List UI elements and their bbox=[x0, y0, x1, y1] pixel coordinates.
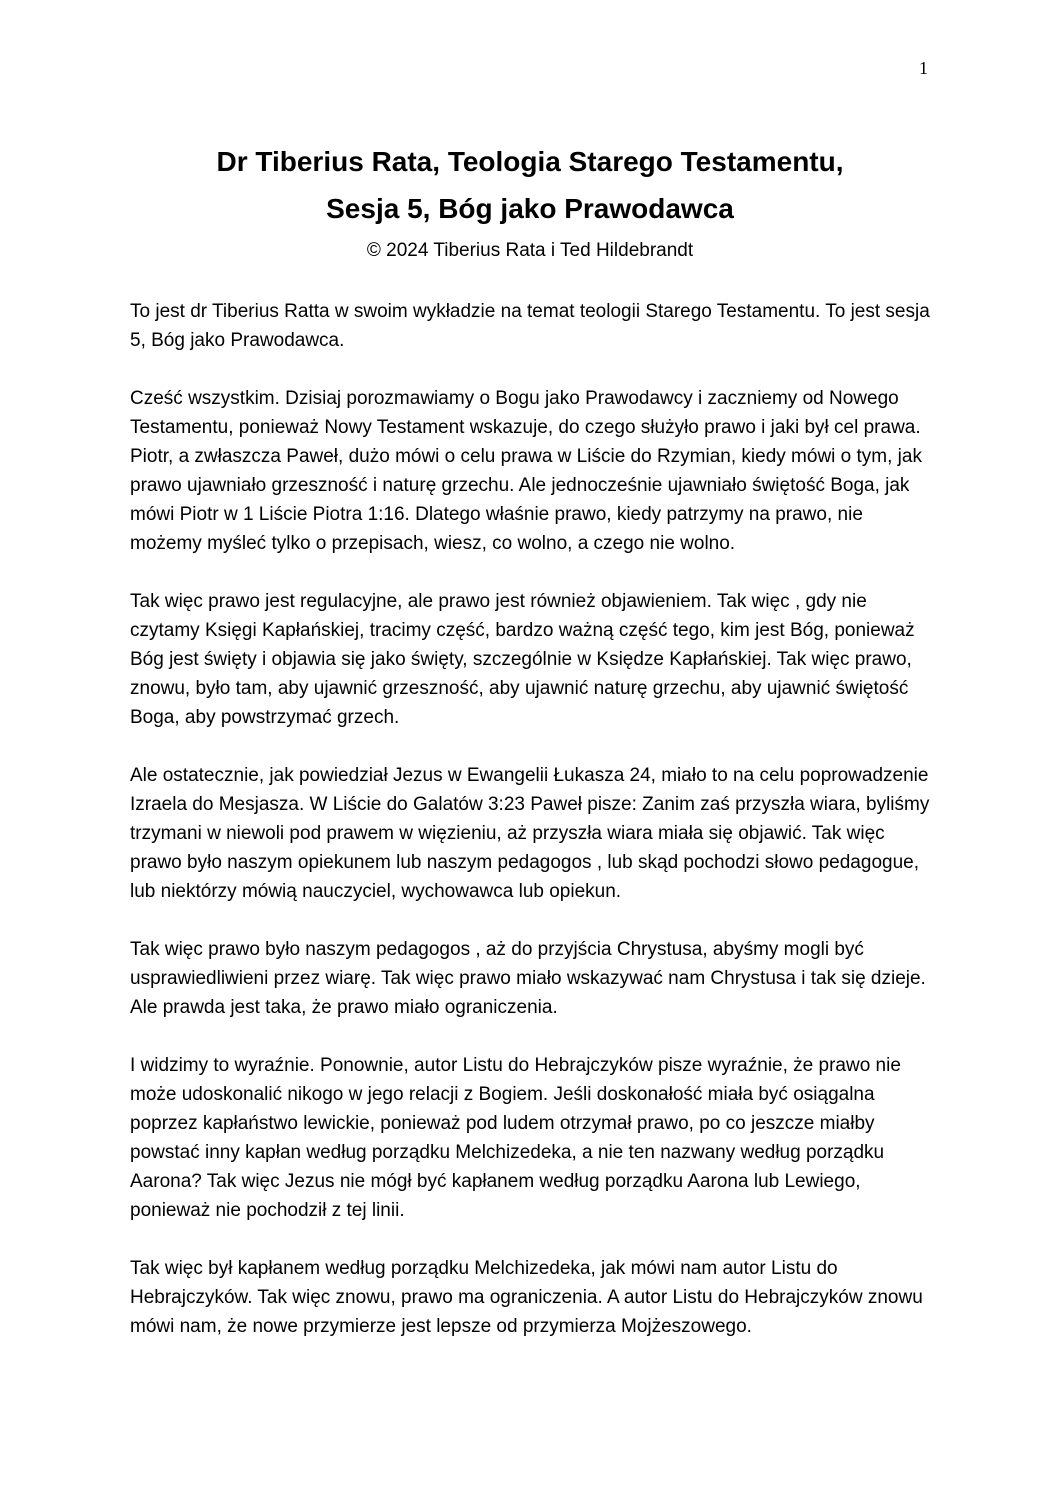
document-title bbox=[130, 138, 930, 232]
paragraph-intro: To jest dr Tiberius Ratta w swoim wykładzie na temat teologii Starego Testamentu. To jest sesja 5, Bóg jako Prawodawca. bbox=[130, 301, 930, 351]
title-line-2: Sesja 5, Bóg jako Prawodawca bbox=[326, 193, 734, 224]
copyright-line: © 2024 Tiberius Rata i Ted Hildebrandt bbox=[366, 240, 694, 261]
paragraph-greeting: Cześć wszystkim. Dzisiaj porozmawiamy o Bogu jako Prawodawcy i zaczniemy od Nowego Testamentu, ponieważ Nowy Testament wskazuje, do czego służyło prawo i jaki był cel prawa. Piotr, a zwłaszcza Paweł, dużo mówi o celu prawa w Liście do Rzymian, kiedy mówi o tym, jak prawo ujawniało grzeszność i naturę grzechu. Ale jednocześnie ujawniało świętość Boga, jak mówi Piotr w 1 Liście Piotra 1:16. Dlatego właśnie prawo, kiedy patrzymy na prawo, nie możemy myśleć tylko o przepisach, wiesz, co wolno, a czego nie wolno. bbox=[130, 388, 922, 554]
paragraph-luke-galatians: Ale ostatecznie, jak powiedział Jezus w Ewangelii Łukasza 24, miało to na celu poprowadzenie Izraela do Mesjasza. W Liście do Galatów 3:23 Paweł pisze: Zanim zaś przyszła wiara, byliśmy trzymani w niewoli pod prawem w więzieniu, aż przyszła wiara miała się objawić. Tak więc prawo było naszym opiekunem lub naszym pedagogos , lub skąd pochodzi słowo pedagogue, lub niektórzy mówią nauczyciel, wychowawca lub opiekun. bbox=[130, 765, 930, 902]
document-body bbox=[130, 297, 930, 1341]
paragraph-law-regulatory: Tak więc prawo jest regulacyjne, ale prawo jest również objawieniem. Tak więc , gdy nie czytamy Księgi Kapłańskiej, tracimy część, bardzo ważną część tego, kim jest Bóg, ponieważ Bóg jest święty i objawia się jako święty, szczególnie w Księdze Kapłańskiej. Tak więc prawo, znowu, było tam, aby ujawnić grzeszność, aby ujawnić naturę grzechu, aby ujawnić świętość Boga, aby powstrzymać grzech. bbox=[130, 591, 915, 728]
paragraph-hebrews-priesthood: I widzimy to wyraźnie. Ponownie, autor Listu do Hebrajczyków pisze wyraźnie, że prawo nie może udoskonalić nikogo w jego relacji z Bogiem. Jeśli doskonałość miała być osiągalna poprzez kapłaństwo lewickie, ponieważ pod ludem otrzymał prawo, po co jeszcze miałby powstać inny kapłan według porządku Melchizedeka, a nie ten nazwany według porządku Aarona? Tak więc Jezus nie mógł być kapłanem według porządku Aarona lub Lewiego, ponieważ nie pochodził z tej linii. bbox=[130, 1055, 901, 1221]
paragraph-melchizedek-covenant: Tak więc był kapłanem według porządku Melchizedeka, jak mówi nam autor Listu do Hebrajczyków. Tak więc znowu, prawo ma ograniczenia. A autor Listu do Hebrajczyków znowu mówi nam, że nowe przymierze jest lepsze od przymierza Mojżeszowego. bbox=[130, 1258, 923, 1337]
page-number: 1 bbox=[919, 58, 928, 78]
title-line-1: Dr Tiberius Rata, Teologia Starego Testamentu, bbox=[216, 146, 844, 177]
paragraph-pedagogos: Tak więc prawo było naszym pedagogos , aż do przyjścia Chrystusa, abyśmy mogli być usprawiedliwieni przez wiarę. Tak więc prawo miało wskazywać nam Chrystusa i tak się dzieje. Ale prawda jest taka, że prawo miało ograniczenia. bbox=[130, 939, 926, 1018]
